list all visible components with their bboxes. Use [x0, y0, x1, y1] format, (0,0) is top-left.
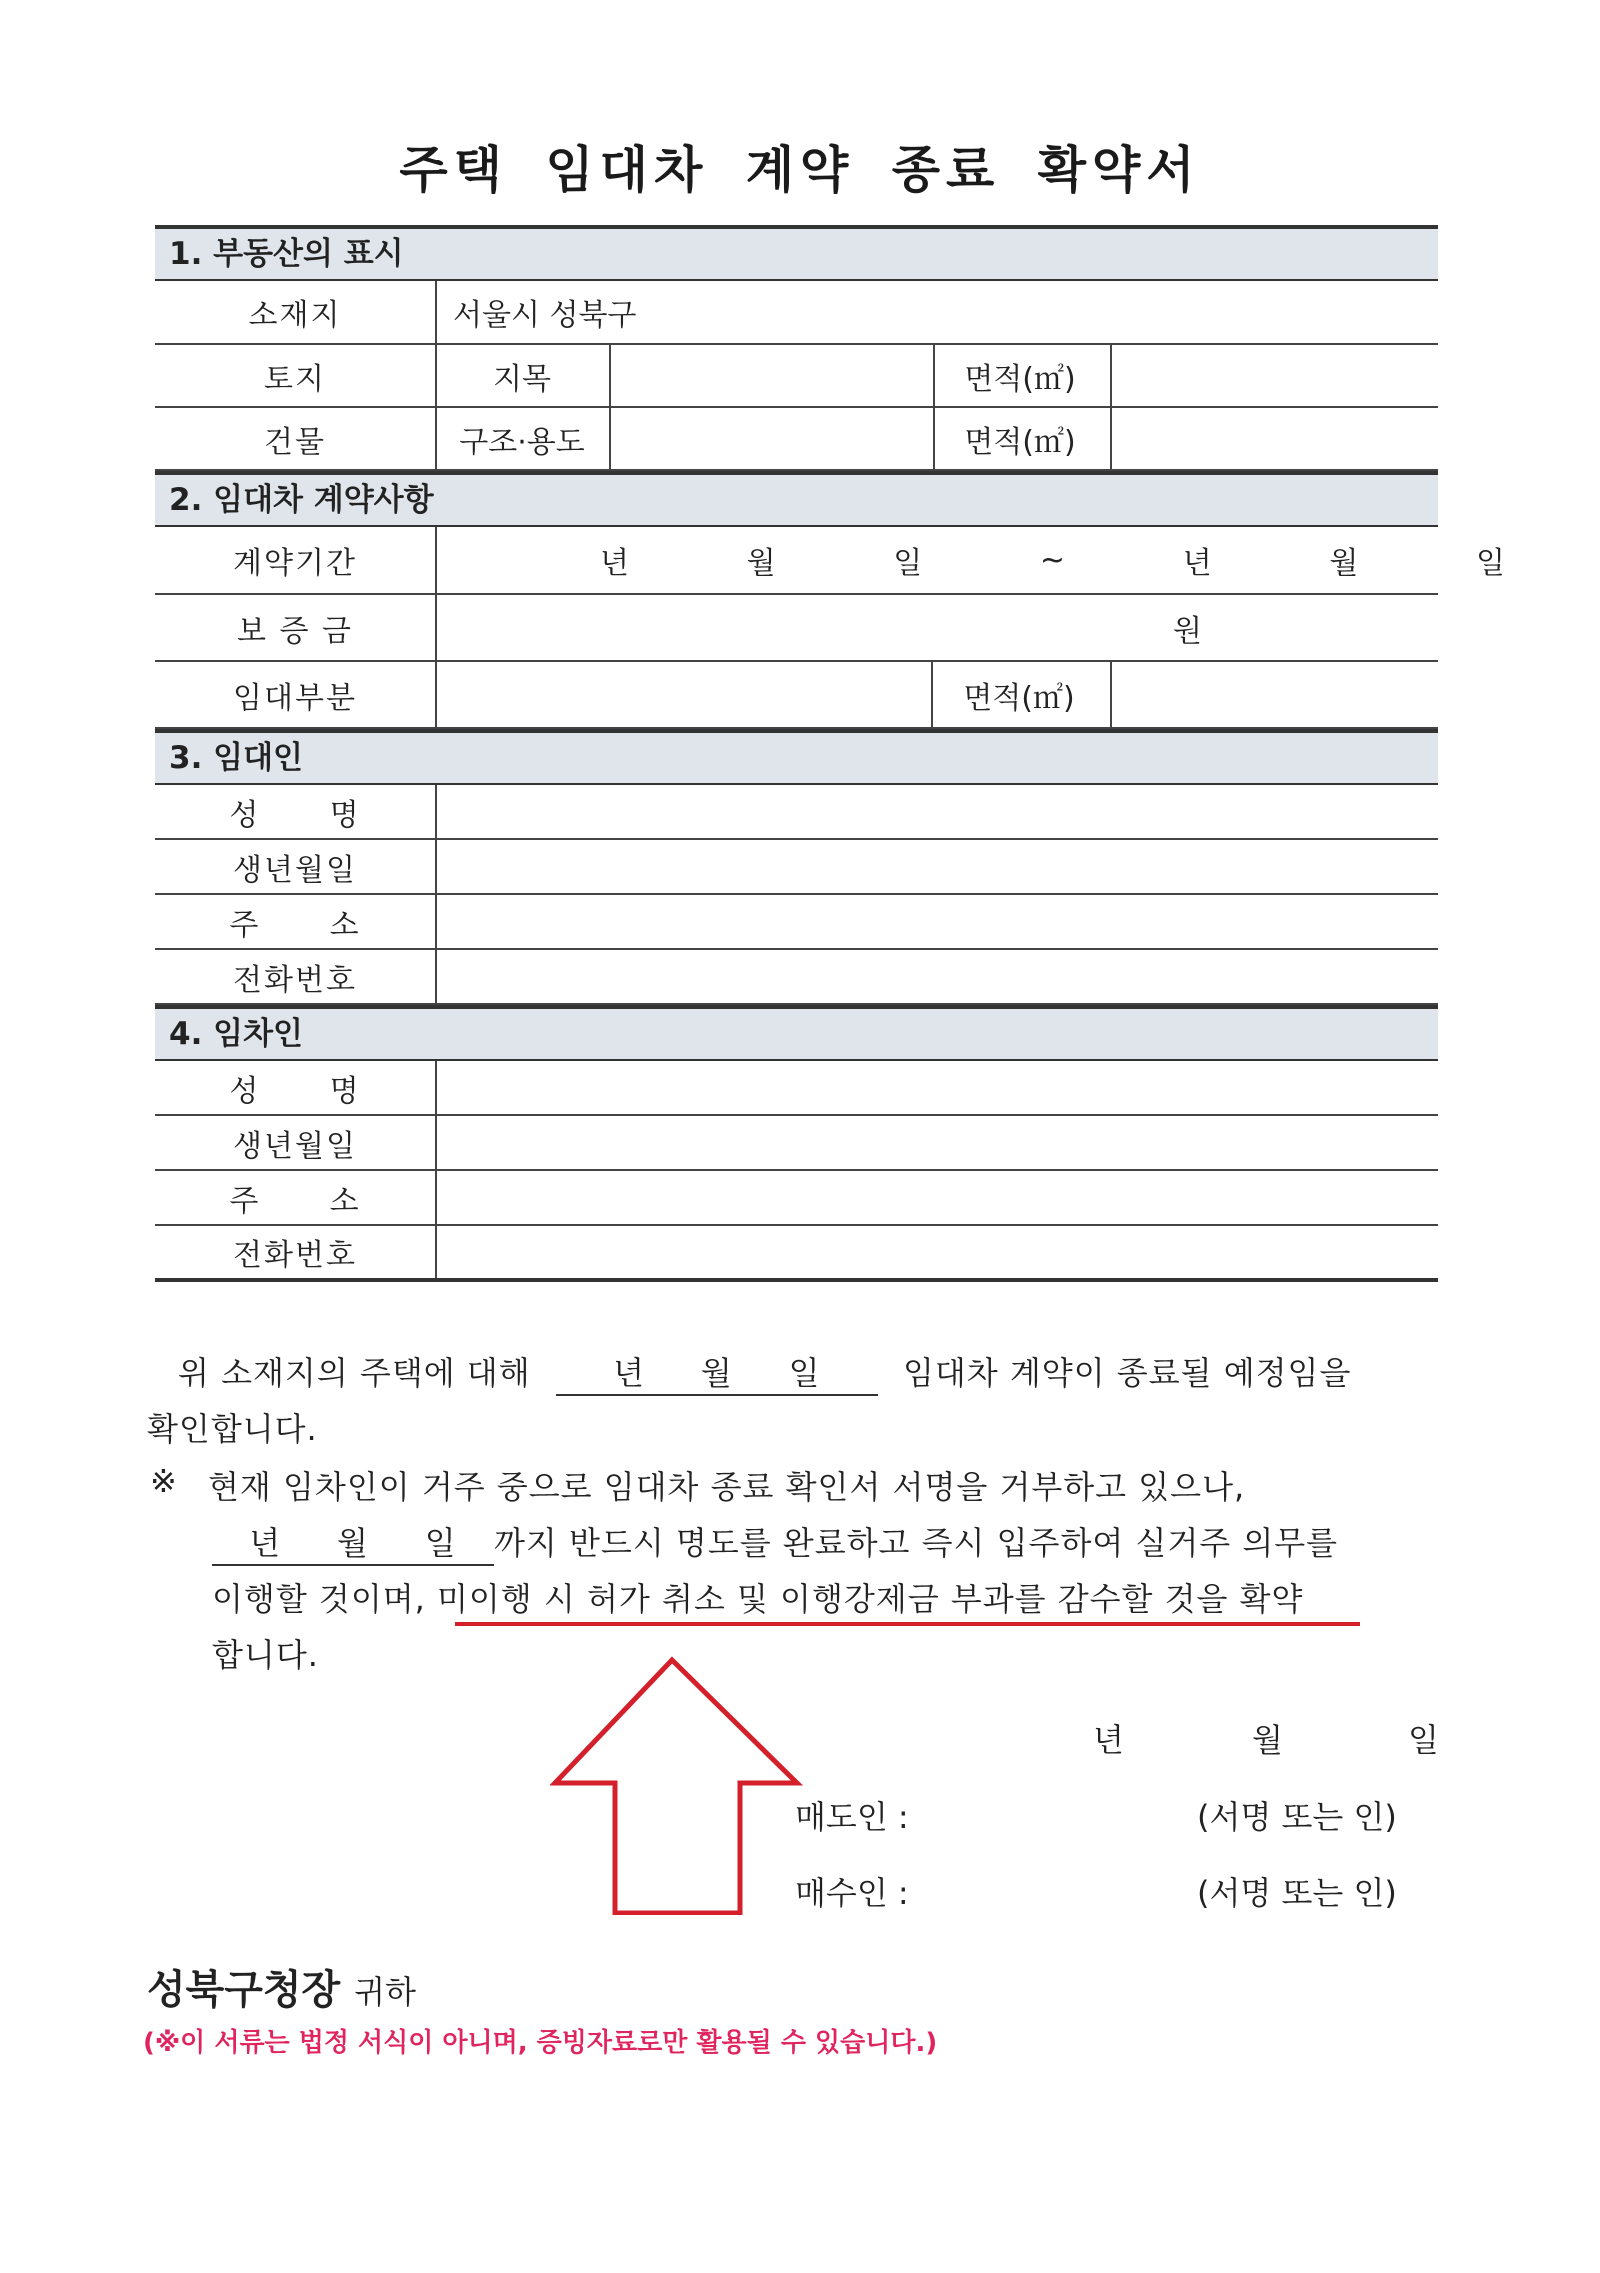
lessor-name-label: 성 명 — [155, 785, 437, 838]
section-lessor-header: 3. 임대인 — [155, 729, 1438, 785]
contract-period-label: 계약기간 — [155, 527, 437, 593]
contract-period-value: 년 월 일 ~ 년 월 일 — [600, 542, 1505, 581]
lessee-name-row — [155, 1061, 1438, 1116]
lessee-name-label: 성 명 — [155, 1061, 437, 1114]
land-row — [155, 345, 1438, 408]
land-category-label: 지목 — [493, 361, 551, 397]
lessee-birth-label: 생년월일 — [155, 1116, 437, 1169]
contract-period-row — [155, 527, 1505, 595]
leased-area-label: 면적(㎡) — [931, 662, 1105, 727]
buyer-label: 매수인 : — [795, 1874, 909, 1912]
lease-form-table — [155, 225, 1505, 1282]
location-row — [155, 281, 1438, 345]
red-underline-annotation — [455, 1622, 1360, 1626]
vacate-date-blank: 년 월 일 — [212, 1518, 494, 1566]
red-arrow-icon — [550, 1655, 805, 1915]
sign-date-year: 년 — [1093, 1721, 1124, 1759]
confirm-line-2: 확인합니다. — [147, 1410, 318, 1448]
end-date-blank: 년 월 일 — [556, 1348, 878, 1396]
seller-label: 매도인 : — [795, 1798, 909, 1836]
land-label: 토지 — [155, 345, 437, 406]
lessor-birth-label: 생년월일 — [155, 840, 437, 893]
lessee-phone-row — [155, 1226, 1438, 1282]
pledge-line-3: 이행할 것이며, 미이행 시 허가 취소 및 이행강제금 부과를 감수할 것을 확약 — [212, 1580, 1304, 1618]
deposit-label: 보 증 금 — [155, 595, 437, 660]
pledge-line-4: 합니다. — [212, 1636, 319, 1674]
lessor-name-row — [155, 785, 1438, 840]
lessor-phone-label: 전화번호 — [155, 950, 437, 1003]
deposit-row — [155, 595, 1438, 662]
lessor-address-row — [155, 895, 1438, 950]
building-label: 건물 — [155, 408, 437, 469]
lessor-birth-row — [155, 840, 1438, 895]
building-area-label: 면적(㎡) — [933, 408, 1105, 469]
lessee-phone-label: 전화번호 — [155, 1226, 437, 1278]
building-row — [155, 408, 1438, 471]
section-contract-header: 2. 임대차 계약사항 — [155, 471, 1438, 527]
building-structure-label: 구조·용도 — [459, 424, 585, 460]
disclaimer-note: (※이 서류는 법정 서식이 아니며, 증빙자료로만 활용될 수 있습니다.) — [143, 2028, 938, 2058]
recipient: 성북구청장 귀하 — [147, 1967, 416, 2013]
lessor-phone-row — [155, 950, 1438, 1005]
leased-part-row — [155, 662, 1438, 729]
confirm-line-1: 위 소재지의 주택에 대해 년 월 일 임대차 계약이 종료될 예정임을 — [178, 1348, 1351, 1396]
note-mark: ※ — [150, 1462, 178, 1500]
pledge-line-1: 현재 임차인이 거주 중으로 임대차 종료 확인서 서명을 거부하고 있으나, — [208, 1468, 1246, 1506]
document-title: 주택 임대차 계약 종료 확약서 — [399, 141, 1201, 199]
lessee-address-label: 주 소 — [155, 1171, 437, 1224]
buyer-sign-field: (서명 또는 인) — [1197, 1874, 1397, 1912]
sign-date-month: 월 — [1252, 1721, 1283, 1759]
location-value: 서울시 성북구 — [453, 298, 637, 333]
deposit-unit: 원 — [1173, 613, 1202, 649]
section-lessee-header: 4. 임차인 — [155, 1005, 1438, 1061]
seller-sign-field: (서명 또는 인) — [1197, 1798, 1397, 1836]
location-label: 소재지 — [155, 281, 437, 343]
lessor-address-label: 주 소 — [155, 895, 437, 948]
land-area-label: 면적(㎡) — [933, 345, 1105, 406]
lessee-address-row — [155, 1171, 1438, 1226]
section-property-header: 1. 부동산의 표시 — [155, 225, 1438, 281]
pledge-line-2: 년 월 일 까지 반드시 명도를 완료하고 즉시 입주하여 실거주 의무를 — [212, 1518, 1338, 1566]
leased-part-label: 임대부분 — [155, 662, 437, 727]
sign-date-day: 일 — [1408, 1721, 1439, 1759]
lessee-birth-row — [155, 1116, 1438, 1171]
